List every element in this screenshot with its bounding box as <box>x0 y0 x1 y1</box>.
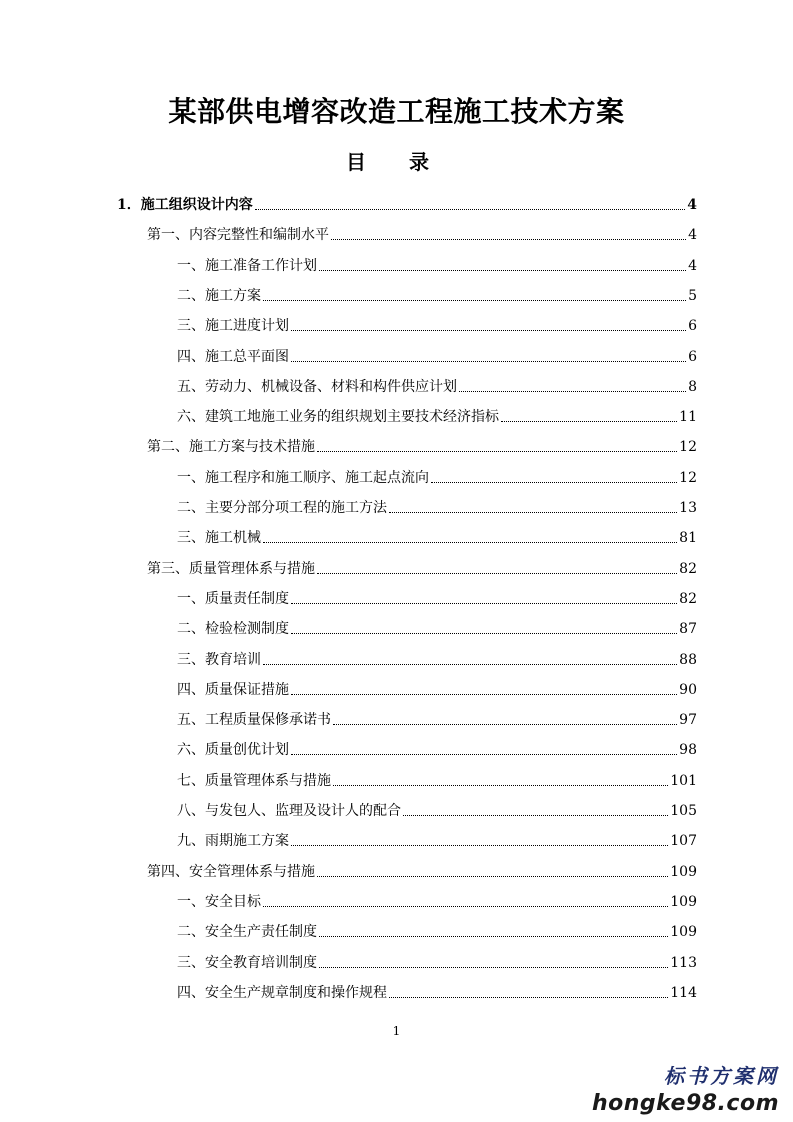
toc-entry-page: 97 <box>679 712 697 729</box>
toc-entry[interactable] <box>177 881 697 911</box>
toc-leader-dots <box>263 906 668 907</box>
toc-leader-dots <box>317 451 677 452</box>
toc-entry-page: 12 <box>679 439 697 456</box>
toc-entry[interactable] <box>177 639 697 669</box>
toc-leader-dots <box>255 209 686 210</box>
toc-entry-page: 12 <box>679 469 697 486</box>
toc-entry[interactable] <box>177 245 697 275</box>
toc-entry-label: 第二、施工方案与技术措施 <box>147 439 315 456</box>
toc-entry-label: 二、检验检测制度 <box>177 621 289 638</box>
toc-entry[interactable] <box>177 336 697 366</box>
toc-entry-page: 4 <box>687 197 697 213</box>
watermark-text-url: hongke98.com <box>591 1091 779 1116</box>
toc-entry-page: 82 <box>679 560 697 577</box>
toc-entry-page: 11 <box>679 409 697 426</box>
toc-leader-dots <box>291 694 677 695</box>
toc-entry-page: 6 <box>688 318 697 335</box>
toc-entry[interactable] <box>177 972 697 1002</box>
toc-entry-page: 113 <box>670 954 697 971</box>
toc-entry-label: 二、安全生产责任制度 <box>177 924 317 941</box>
toc-entry-page: 88 <box>679 651 697 668</box>
toc-entry-label: 一、施工程序和施工顺序、施工起点流向 <box>177 469 429 486</box>
toc-entry-page: 5 <box>688 287 697 304</box>
toc-entry[interactable] <box>147 851 697 881</box>
toc-entry[interactable] <box>177 487 697 517</box>
toc-entry-page: 8 <box>688 378 697 395</box>
toc-entry-page: 109 <box>670 893 697 910</box>
toc-entry-page: 82 <box>679 590 697 607</box>
toc-leader-dots <box>333 785 668 786</box>
toc-leader-dots <box>317 876 668 877</box>
toc-entry-page: 114 <box>670 984 697 1001</box>
toc-entry-page: 4 <box>688 257 697 274</box>
toc-entry-label: 七、质量管理体系与措施 <box>177 772 331 789</box>
toc-leader-dots <box>431 482 677 483</box>
toc-entry-label: 四、安全生产规章制度和操作规程 <box>177 984 387 1001</box>
toc-leader-dots <box>459 391 686 392</box>
toc-entry-label: 四、施工总平面图 <box>177 348 289 365</box>
toc-entry-page: 13 <box>679 500 697 516</box>
toc-leader-dots <box>291 361 686 362</box>
toc-entry-label: 第三、质量管理体系与措施 <box>147 560 315 577</box>
toc-entry-label: 第四、安全管理体系与措施 <box>147 863 315 880</box>
toc-entry-label: 八、与发包人、监理及设计人的配合 <box>177 803 401 819</box>
toc-entry-page: 4 <box>688 227 697 244</box>
toc-entry[interactable] <box>177 305 697 335</box>
toc-entry[interactable] <box>177 517 697 547</box>
document-title: 某部供电增容改造工程施工技术方案 <box>168 95 625 128</box>
toc-entry-page: 90 <box>679 681 697 698</box>
toc-entry[interactable] <box>177 699 697 729</box>
toc-leader-dots <box>317 573 677 574</box>
toc-entry-page: 6 <box>688 348 697 365</box>
toc-entry[interactable] <box>177 396 697 426</box>
toc-entry-page: 98 <box>679 742 697 759</box>
toc-entry[interactable] <box>147 214 697 244</box>
toc-entry[interactable] <box>117 184 697 214</box>
toc-leader-dots <box>291 754 677 755</box>
toc-entry[interactable] <box>177 366 697 396</box>
toc-entry-page: 87 <box>679 621 697 638</box>
toc-entry[interactable] <box>177 608 697 638</box>
toc-entry-label: 三、安全教育培训制度 <box>177 954 317 971</box>
toc-leader-dots <box>319 967 668 968</box>
toc-entry-label: 六、建筑工地施工业务的组织规划主要技术经济指标 <box>177 409 499 426</box>
toc-leader-dots <box>403 815 668 816</box>
toc-leader-dots <box>389 512 677 513</box>
toc-entry[interactable] <box>147 548 697 578</box>
toc-entry[interactable] <box>177 457 697 487</box>
toc-entry-label: 五、劳动力、机械设备、材料和构件供应计划 <box>177 378 457 395</box>
toc-entry-label: 1．施工组织设计内容 <box>117 197 253 213</box>
toc-leader-dots <box>319 270 686 271</box>
toc-entry[interactable] <box>177 820 697 850</box>
toc-entry[interactable] <box>177 790 697 820</box>
toc-entry[interactable] <box>177 729 697 759</box>
page-number: 1 <box>392 1024 401 1038</box>
toc-entry-label: 一、质量责任制度 <box>177 590 289 607</box>
toc-leader-dots <box>263 300 686 301</box>
toc-entry-label: 三、教育培训 <box>177 651 261 668</box>
toc-heading: 目 录 <box>346 150 447 174</box>
watermark-text-cn: 标书方案网 <box>664 1064 779 1088</box>
toc-entry-page: 109 <box>670 924 697 941</box>
toc-leader-dots <box>263 542 677 543</box>
toc-entry-page: 81 <box>679 530 697 547</box>
toc-entry-label: 三、施工机械 <box>177 530 261 547</box>
toc-entry[interactable] <box>177 578 697 608</box>
toc-entry-label: 第一、内容完整性和编制水平 <box>147 227 329 244</box>
toc-entry[interactable] <box>177 942 697 972</box>
toc-entry-page: 105 <box>670 803 697 819</box>
toc-entry-label: 二、主要分部分项工程的施工方法 <box>177 500 387 516</box>
toc-leader-dots <box>319 936 668 937</box>
toc-entry-label: 九、雨期施工方案 <box>177 833 289 850</box>
toc-entry-label: 一、安全目标 <box>177 893 261 910</box>
toc-entry-label: 四、质量保证措施 <box>177 681 289 698</box>
toc-entry-page: 101 <box>670 772 697 789</box>
toc-leader-dots <box>263 664 677 665</box>
toc-entry[interactable] <box>147 426 697 456</box>
toc-entry-label: 三、施工进度计划 <box>177 318 289 335</box>
toc-leader-dots <box>389 997 668 998</box>
toc-entry-page: 109 <box>670 863 697 880</box>
toc-leader-dots <box>291 633 677 634</box>
toc-entry[interactable] <box>177 275 697 305</box>
toc-leader-dots <box>291 845 668 846</box>
toc-entry-page: 107 <box>670 833 697 850</box>
toc-entry[interactable] <box>177 760 697 790</box>
toc-leader-dots <box>291 330 686 331</box>
toc-entry[interactable] <box>177 669 697 699</box>
toc-leader-dots <box>291 603 677 604</box>
watermark-logo <box>592 1060 779 1116</box>
toc-leader-dots <box>331 239 686 240</box>
toc-entry-label: 六、质量创优计划 <box>177 742 289 759</box>
toc-entry-label: 二、施工方案 <box>177 287 261 304</box>
toc-leader-dots <box>501 421 677 422</box>
toc-entry[interactable] <box>177 911 697 941</box>
toc-leader-dots <box>333 724 677 725</box>
toc-entry-label: 一、施工准备工作计划 <box>177 257 317 274</box>
toc-entry-label: 五、工程质量保修承诺书 <box>177 712 331 729</box>
